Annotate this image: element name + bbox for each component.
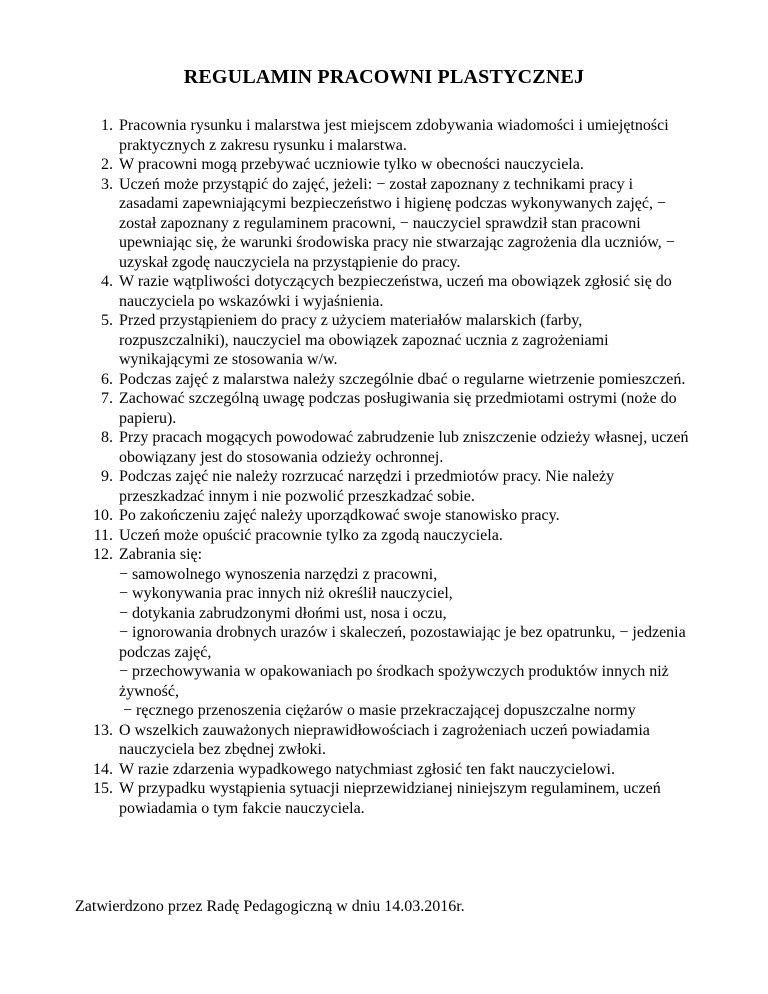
rule-item [75, 526, 695, 546]
prohibition-item: − dotykania zabrudzonymi dłońmi ust, nosa i oczu, [119, 604, 447, 622]
rule-item [75, 311, 695, 370]
rule-text: Zabrania się: [119, 546, 203, 563]
rule-text: Zachować szczególną uwagę podczas posługiwania się przedmiotami ostrymi (noże do papieru). [119, 390, 677, 427]
rule-item [75, 272, 695, 311]
approval-note: Zatwierdzono przez Radę Pedagogiczną w dniu 14.03.2016r. [75, 898, 465, 915]
rule-item [75, 760, 695, 780]
rule-number: 15. [93, 780, 113, 797]
rule-number: 1. [101, 117, 113, 134]
rule-number: 2. [101, 156, 113, 173]
prohibition-item: − wykonywania prac innych niż określił nauczyciel, [119, 585, 453, 602]
rule-item [75, 545, 695, 721]
rule-item [75, 721, 695, 760]
rule-item [75, 506, 695, 526]
prohibition-item: − ignorowania drobnych urazów i skaleczeń, pozostawiając je bez opatrunku, − jedzenia podczas zajęć, [119, 624, 686, 661]
rule-text: Po zakończeniu zajęć należy uporządkować swoje stanowisko pracy. [119, 507, 560, 524]
rule-number: 5. [101, 312, 113, 329]
rule-text: Przy pracach mogących powodować zabrudzenie lub zniszczenie odzieży własnej, uczeń obowiązany jest do stosowania odzieży ochronnej. [119, 429, 689, 466]
rule-text: W pracowni mogą przebywać uczniowie tylko w obecności nauczyciela. [119, 156, 584, 173]
rule-text: O wszelkich zauważonych nieprawidłowościach i zagrożeniach uczeń powiadamia nauczyciela bez zbędnej zwłoki. [119, 721, 650, 758]
rule-text: W razie wątpliwości dotyczących bezpieczeństwa, uczeń ma obowiązek zgłosić się do nauczyciela po wskazówki i wyjaśnienia. [119, 273, 672, 310]
rule-item [75, 389, 695, 428]
rule-text: Pracownia rysunku i malarstwa jest miejscem zdobywania wiadomości i umiejętności praktycznych z zakresu rysunku i malarstwa. [119, 117, 669, 154]
rule-item [75, 175, 695, 273]
rule-number: 10. [93, 507, 113, 524]
rule-text: Przed przystąpieniem do pracy z użyciem materiałów malarskich (farby, rozpuszczalniki), nauczyciel ma obowiązek zapoznać ucznia z zagrożeniami wynikającymi ze stosowania w/w. [119, 312, 609, 368]
rule-number: 7. [101, 390, 113, 407]
rule-number: 8. [101, 429, 113, 446]
rule-number: 3. [101, 175, 113, 193]
rule-number: 11. [93, 526, 113, 544]
rule-text: Podczas zajęć z malarstwa należy szczególnie dbać o regularne wietrzenie pomieszczeń. [119, 370, 686, 388]
rules-list [75, 116, 695, 818]
prohibition-item: − samowolnego wynoszenia narzędzi z pracowni, [119, 565, 438, 583]
rule-text: Podczas zajęć nie należy rozrzucać narzędzi i przedmiotów pracy. Nie należy przeszkadzać innym i nie pozwolić przeszkadzać sobie. [119, 468, 615, 505]
rule-item [75, 116, 695, 155]
rule-number: 12. [93, 546, 113, 563]
rule-number: 9. [101, 468, 113, 485]
rule-item [75, 779, 695, 818]
rule-text: W razie zdarzenia wypadkowego natychmiast zgłosić ten fakt nauczycielowi. [119, 760, 615, 778]
rule-item [75, 467, 695, 506]
rule-number: 4. [101, 273, 113, 290]
rule-text: Uczeń może opuścić pracownie tylko za zgodą nauczyciela. [119, 526, 503, 544]
rule-item [75, 155, 695, 175]
rule-item [75, 370, 695, 390]
rule-number: 13. [93, 721, 113, 739]
page-title: REGULAMIN PRACOWNI PLASTYCZNEJ [183, 66, 585, 88]
rule-item [75, 428, 695, 467]
rule-text: Uczeń może przystąpić do zajęć, jeżeli: − został zapoznany z technikami pracy i zasadami zapewniającymi bezpieczeństwo i higienę podczas wykonywanych zajęć, − został zapoznany z regulaminem pracowni, − nauczyciel sprawdził stan pracowni upewniając się, że warunki środowiska pracy nie stwarzając zagrożenia dla uczniów, − uzyskał zgodę nauczyciela na przystąpienie do pracy. [119, 175, 675, 271]
rule-number: 14. [93, 760, 113, 778]
prohibition-item: − przechowywania w opakowaniach po środkach spożywczych produktów innych niż żywność, [119, 663, 669, 700]
rule-number: 6. [101, 370, 113, 388]
prohibition-item: − ręcznego przenoszenia ciężarów o masie przekraczającej dopuszczalne normy [119, 702, 636, 719]
rule-text: W przypadku wystąpienia sytuacji nieprzewidzianej niniejszym regulaminem, uczeń powiadamia o tym fakcie nauczyciela. [119, 780, 661, 817]
